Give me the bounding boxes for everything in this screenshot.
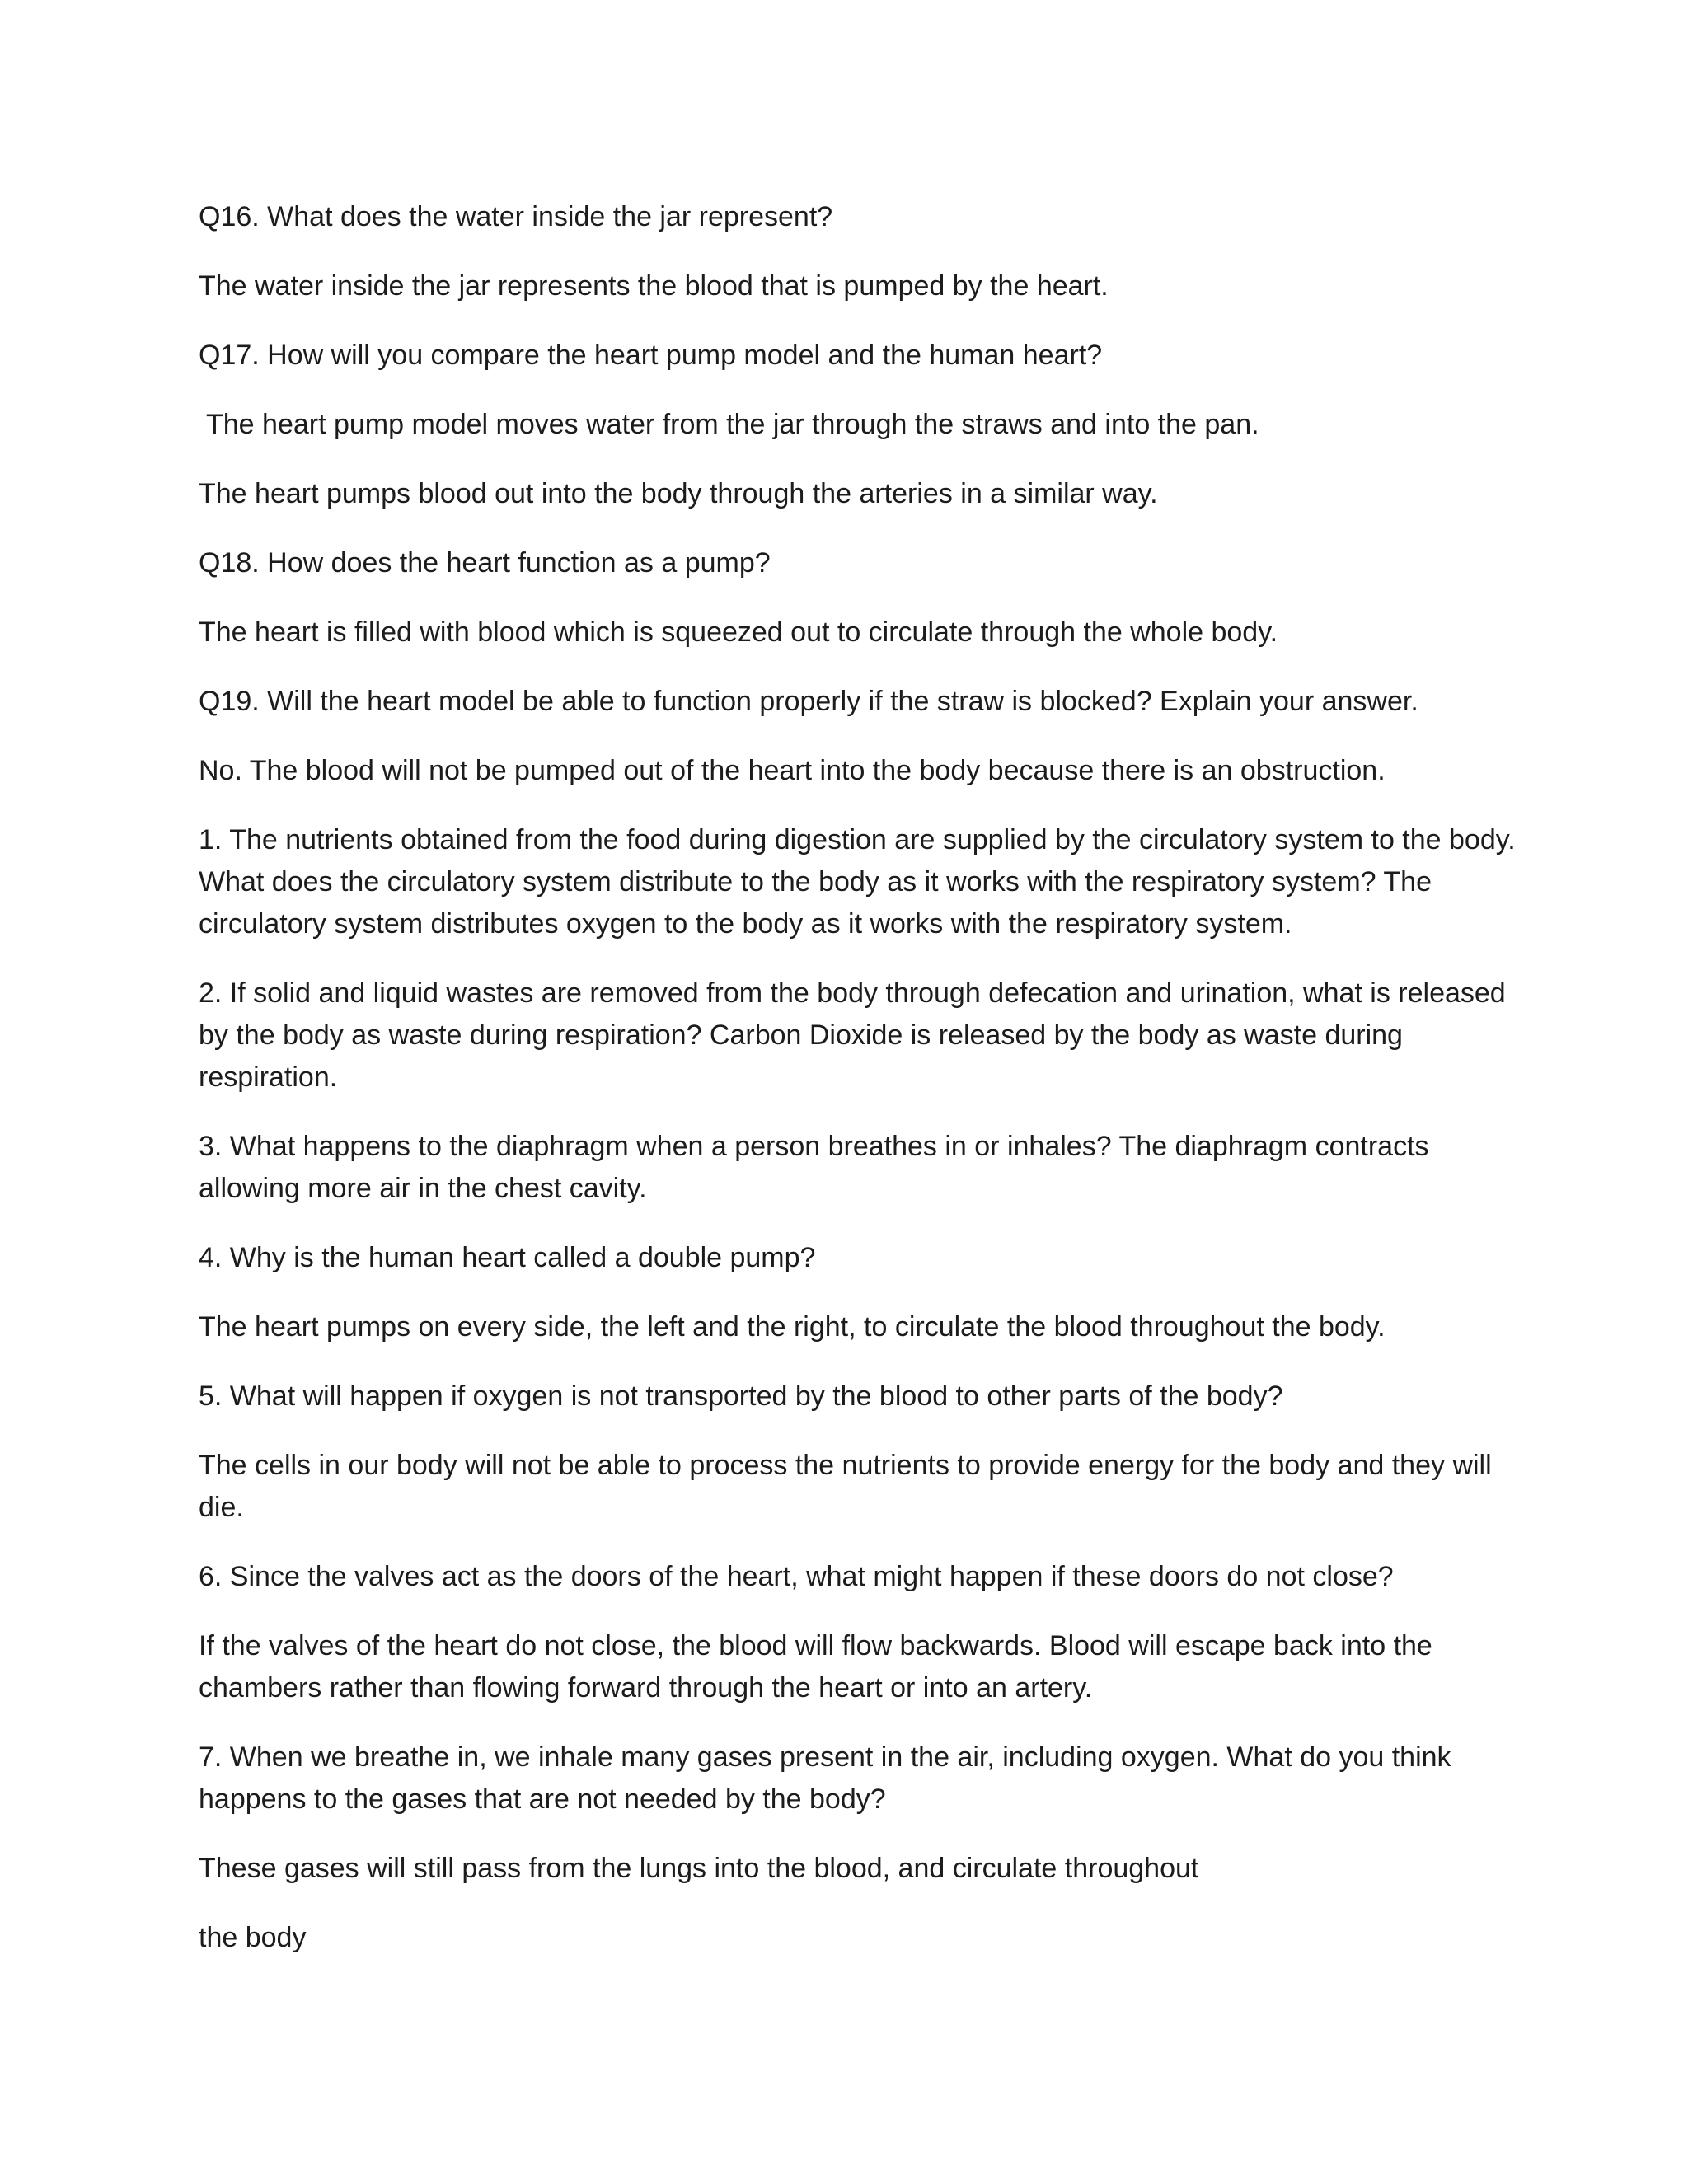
answer-q18: The heart is filled with blood which is squeezed out to circulate through the whole body. bbox=[199, 616, 1278, 648]
answer-item-5: The cells in our body will not be able to process the nutrients to provide energy for the body and they will die. bbox=[199, 1450, 1492, 1523]
question-q19: Q19. Will the heart model be able to function properly if the straw is blocked? Explain your answer. bbox=[199, 686, 1418, 717]
item-3: 3. What happens to the diaphragm when a person breathes in or inhales? The diaphragm contracts allowing more air in the chest cavity. bbox=[199, 1131, 1429, 1204]
answer-item-7-part2: the body bbox=[199, 1922, 307, 1953]
answer-q16: The water inside the jar represents the blood that is pumped by the heart. bbox=[199, 270, 1109, 302]
answer-item-6: If the valves of the heart do not close, the blood will flow backwards. Blood will escape back into the chambers rather than flowing forward through the heart or into an artery. bbox=[199, 1630, 1432, 1704]
question-item-5: 5. What will happen if oxygen is not transported by the blood to other parts of the body? bbox=[199, 1380, 1283, 1412]
question-item-6: 6. Since the valves act as the doors of the heart, what might happen if these doors do not close? bbox=[199, 1561, 1394, 1592]
item-2: 2. If solid and liquid wastes are removed from the body through defecation and urination, what is released by the body as waste during respiration? Carbon Dioxide is released by the body as waste during respiration. bbox=[199, 977, 1506, 1093]
answer-q19: No. The blood will not be pumped out of the heart into the body because there is an obstruction. bbox=[199, 755, 1386, 786]
question-q16: Q16. What does the water inside the jar represent? bbox=[199, 201, 833, 232]
question-q17: Q17. How will you compare the heart pump model and the human heart? bbox=[199, 340, 1103, 371]
answer-q17-part2: The heart pumps blood out into the body through the arteries in a similar way. bbox=[199, 478, 1158, 509]
question-item-7: 7. When we breathe in, we inhale many gases present in the air, including oxygen. What do you think happens to the gases that are not needed by the body? bbox=[199, 1741, 1451, 1815]
question-q18: Q18. How does the heart function as a pump? bbox=[199, 547, 771, 579]
document-body bbox=[199, 196, 1517, 1986]
item-1: 1. The nutrients obtained from the food during digestion are supplied by the circulatory system to the body. What does the circulatory system distribute to the body as it works with the respiratory system? The circulatory system distributes oxygen to the body as it works with the respiratory system. bbox=[199, 824, 1516, 940]
answer-q17-part1: The heart pump model moves water from the jar through the straws and into the pan. bbox=[206, 409, 1259, 440]
answer-item-4: The heart pumps on every side, the left and the right, to circulate the blood throughout the body. bbox=[199, 1311, 1386, 1343]
answer-item-7-part1: These gases will still pass from the lungs into the blood, and circulate throughout bbox=[199, 1853, 1199, 1884]
question-item-4: 4. Why is the human heart called a double pump? bbox=[199, 1242, 816, 1273]
